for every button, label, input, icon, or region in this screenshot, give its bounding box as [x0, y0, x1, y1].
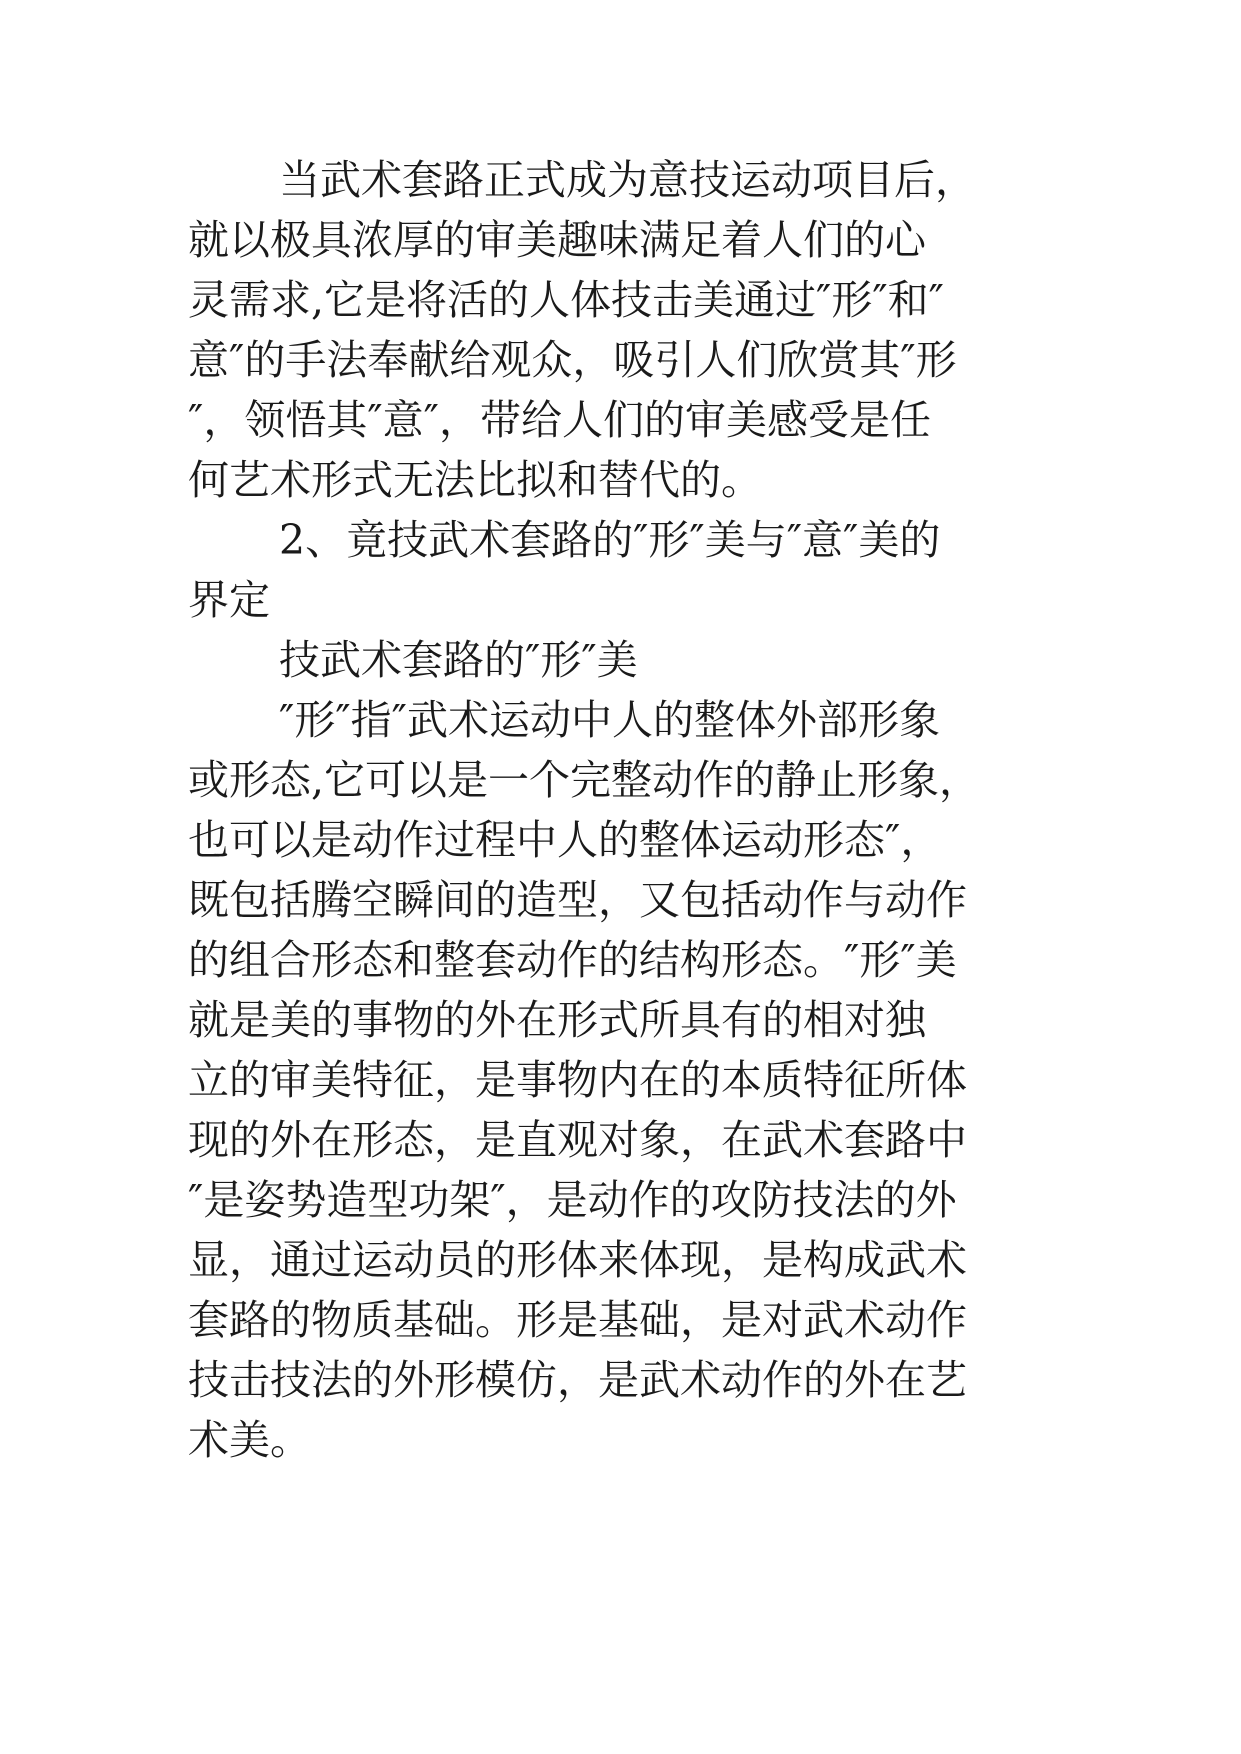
section-heading-continued: 界定: [188, 576, 270, 624]
text-line: 何艺术形式无法比拟和替代的。: [188, 456, 762, 504]
text-line: 技击技法的外形模仿，是武术动作的外在艺: [188, 1356, 967, 1404]
text-line: 的组合形态和整套动作的结构形态。″形″美: [188, 936, 957, 984]
text-line: 套路的物质基础。形是基础，是对武术动作: [188, 1296, 967, 1344]
text-line: 就是美的事物的外在形式所具有的相对独: [188, 996, 926, 1044]
body-text: [188, 150, 1068, 1470]
text-line: 也可以是动作过程中人的整体运动形态″，: [188, 816, 942, 864]
section-heading: 2、竟技武术套路的″形″美与″意″美的: [279, 516, 941, 564]
text-line: 当武术套路正式成为意技运动项目后，: [279, 156, 976, 204]
text-line: ″，领悟其″意″，带给人们的审美感受是任: [188, 396, 931, 444]
text-line: 或形态,它可以是一个完整动作的静止形象，: [188, 756, 981, 804]
subsection-heading: 技武术套路的″形″美: [279, 636, 638, 684]
text-line: 灵需求,它是将活的人体技击美通过″形″和″: [188, 276, 944, 324]
text-line: 现的外在形态，是直观对象，在武术套路中: [188, 1116, 967, 1164]
text-line: ″是姿势造型功架″，是动作的攻防技法的外: [188, 1176, 957, 1224]
text-line: 显，通过运动员的形体来体现，是构成武术: [188, 1236, 967, 1284]
text-line: 意″的手法奉献给观众，吸引人们欣赏其″形: [188, 336, 957, 384]
text-line: 术美。: [188, 1416, 311, 1464]
text-line: 既包括腾空瞬间的造型，又包括动作与动作: [188, 876, 967, 924]
text-line: ″形″指″武术运动中人的整体外部形象: [279, 696, 940, 744]
text-line: 就以极具浓厚的审美趣味满足着人们的心: [188, 216, 926, 264]
text-line: 立的审美特征，是事物内在的本质特征所体: [188, 1056, 967, 1104]
